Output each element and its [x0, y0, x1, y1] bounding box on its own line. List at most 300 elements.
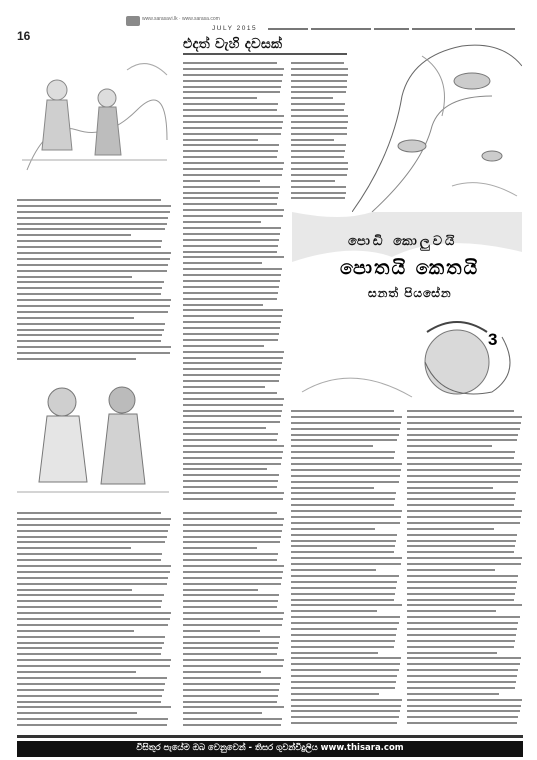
- text-line: [17, 287, 162, 289]
- text-line: [183, 62, 277, 64]
- text-line: [407, 610, 496, 612]
- text-line: [291, 522, 400, 524]
- text-line: [183, 571, 283, 573]
- text-line: [291, 428, 400, 430]
- text-line: [291, 652, 378, 654]
- text-line: [17, 665, 170, 667]
- text-line: [291, 469, 401, 471]
- text-line: [183, 541, 280, 543]
- text-line: [291, 681, 396, 683]
- text-line: [17, 701, 161, 703]
- header-rule: [268, 24, 521, 33]
- text-line: [183, 392, 277, 394]
- text-line: [291, 646, 394, 648]
- text-line: [183, 677, 281, 679]
- text-line: [183, 480, 278, 482]
- text-line: [17, 583, 167, 585]
- text-line: [183, 612, 284, 614]
- text-line: [291, 622, 399, 624]
- text-line: [17, 559, 161, 561]
- text-line: [407, 587, 516, 589]
- text-line: [291, 551, 394, 553]
- text-line: [407, 428, 520, 430]
- text-line: [183, 327, 280, 329]
- text-line: [291, 616, 400, 618]
- text-line: [17, 642, 164, 644]
- text-line: [17, 677, 167, 679]
- text-line: [407, 492, 516, 494]
- text-line: [17, 571, 170, 573]
- text-line: [17, 594, 164, 596]
- text-line: [291, 716, 399, 718]
- text-line: [183, 127, 282, 129]
- text-line: [183, 689, 279, 691]
- text-line: [17, 653, 161, 655]
- text-line: [407, 716, 518, 718]
- chapter-number: 3: [488, 330, 498, 349]
- text-line: [183, 492, 284, 494]
- text-line: [407, 445, 492, 447]
- text-line: [183, 109, 277, 111]
- text-line: [407, 434, 518, 436]
- text-line: [183, 624, 282, 626]
- text-line: [183, 683, 280, 685]
- text-line: [17, 524, 170, 526]
- text-line: [183, 304, 263, 306]
- text-line: [183, 286, 279, 288]
- text-line: [183, 486, 277, 488]
- text-line: [17, 659, 171, 661]
- text-line: [291, 675, 397, 677]
- text-line: [291, 634, 396, 636]
- text-line: [183, 547, 257, 549]
- text-line: [291, 451, 395, 453]
- text-line: [17, 340, 161, 342]
- text-line: [291, 504, 394, 506]
- text-line: [407, 557, 522, 559]
- text-line: [17, 346, 171, 348]
- text-line: [291, 74, 348, 76]
- text-line: [407, 599, 514, 601]
- footer-banner: [17, 741, 523, 757]
- text-line: [291, 457, 394, 459]
- text-line: [183, 606, 277, 608]
- text-line: [407, 522, 520, 524]
- text-line: [407, 581, 517, 583]
- text-line: [183, 724, 281, 726]
- text-line: [183, 594, 279, 596]
- text-line: [291, 705, 401, 707]
- text-line: [291, 121, 348, 123]
- text-line: [407, 563, 521, 565]
- text-column-2-top: [183, 62, 285, 507]
- text-line: [407, 481, 518, 483]
- text-line: [17, 317, 134, 319]
- text-line: [183, 174, 282, 176]
- illustration-two-boys: [17, 372, 169, 504]
- text-line: [183, 221, 261, 223]
- footer-rule: [17, 735, 523, 738]
- text-line: [291, 80, 347, 82]
- text-line: [183, 357, 283, 359]
- text-line: [291, 416, 402, 418]
- text-line: [17, 228, 165, 230]
- text-line: [183, 512, 277, 514]
- text-line: [183, 404, 283, 406]
- text-line: [407, 534, 517, 536]
- text-line: [183, 144, 279, 146]
- text-line: [291, 410, 394, 412]
- text-line: [407, 616, 520, 618]
- text-line: [17, 252, 171, 254]
- text-line: [291, 156, 344, 158]
- text-line: [17, 270, 167, 272]
- text-line: [183, 589, 258, 591]
- text-line: [291, 174, 347, 176]
- text-line: [183, 203, 277, 205]
- text-line: [407, 540, 516, 542]
- text-line: [17, 565, 171, 567]
- text-line: [183, 706, 284, 708]
- text-line: [183, 386, 265, 388]
- text-line: [183, 559, 277, 561]
- text-line: [183, 695, 278, 697]
- text-line: [17, 647, 162, 649]
- text-line: [407, 681, 516, 683]
- text-line: [183, 524, 283, 526]
- text-line: [183, 636, 280, 638]
- text-line: [183, 600, 278, 602]
- book-author: සනත් පියසේන: [368, 286, 452, 300]
- text-line: [183, 133, 281, 135]
- text-line: [17, 358, 136, 360]
- text-line: [183, 274, 281, 276]
- text-line: [183, 474, 279, 476]
- text-line: [407, 675, 517, 677]
- text-line: [291, 540, 396, 542]
- text-line: [183, 445, 284, 447]
- title-underline: [183, 53, 347, 55]
- text-line: [17, 281, 164, 283]
- text-line: [17, 199, 161, 201]
- text-line: [183, 245, 278, 247]
- text-line: [183, 665, 283, 667]
- text-column-4: [407, 410, 523, 732]
- text-line: [291, 545, 395, 547]
- text-line: [183, 86, 281, 88]
- text-line: [291, 445, 373, 447]
- text-column-2-bottom: [183, 512, 285, 732]
- text-line: [291, 510, 402, 512]
- text-line: [407, 516, 521, 518]
- text-line: [17, 264, 168, 266]
- text-line: [17, 530, 168, 532]
- issue-date: JULY 2015: [212, 25, 258, 32]
- text-line: [183, 156, 277, 158]
- text-line: [291, 197, 345, 199]
- text-line: [17, 724, 167, 726]
- text-line: [291, 144, 346, 146]
- text-line: [291, 475, 400, 477]
- text-line: [407, 463, 522, 465]
- text-line: [407, 640, 515, 642]
- text-line: [17, 612, 171, 614]
- text-line: [183, 292, 278, 294]
- text-line: [183, 280, 280, 282]
- text-line: [17, 329, 164, 331]
- text-line: [17, 518, 171, 520]
- text-line: [183, 380, 279, 382]
- text-line: [17, 258, 170, 260]
- text-line: [183, 362, 282, 364]
- text-line: [407, 451, 515, 453]
- text-line: [407, 569, 495, 571]
- text-line: [291, 687, 395, 689]
- text-line: [407, 646, 514, 648]
- text-line: [17, 695, 162, 697]
- book-series-title: පොඩි කොලුවයි: [348, 234, 458, 249]
- text-line: [291, 557, 402, 559]
- text-line: [183, 415, 281, 417]
- text-line: [407, 439, 517, 441]
- text-line: [17, 311, 168, 313]
- text-line: [291, 581, 397, 583]
- text-line: [183, 80, 282, 82]
- illustration-children-reading: [17, 50, 172, 195]
- text-line: [407, 699, 522, 701]
- text-line: [17, 671, 136, 673]
- text-line: [183, 647, 278, 649]
- text-line: [291, 593, 395, 595]
- text-line: [291, 434, 399, 436]
- text-line: [291, 422, 401, 424]
- text-line: [183, 439, 277, 441]
- text-line: [291, 97, 333, 99]
- text-line: [291, 86, 347, 88]
- text-line: [291, 180, 335, 182]
- text-line: [407, 416, 522, 418]
- text-line: [183, 565, 284, 567]
- text-line: [17, 299, 171, 301]
- text-line: [183, 339, 278, 341]
- text-line: [407, 545, 515, 547]
- text-line: [291, 628, 397, 630]
- text-line: [183, 518, 284, 520]
- text-line: [407, 705, 521, 707]
- text-line: [291, 481, 399, 483]
- text-line: [17, 536, 167, 538]
- text-column-3-top: [291, 62, 349, 207]
- text-line: [291, 162, 348, 164]
- text-line: [407, 628, 517, 630]
- text-line: [183, 498, 283, 500]
- text-line: [183, 410, 282, 412]
- text-line: [183, 718, 282, 720]
- text-line: [183, 351, 284, 353]
- text-line: [407, 498, 515, 500]
- text-line: [291, 68, 348, 70]
- text-line: [183, 168, 283, 170]
- text-line: [183, 642, 279, 644]
- text-line: [183, 671, 261, 673]
- text-line: [183, 251, 277, 253]
- text-line: [407, 634, 516, 636]
- text-line: [183, 421, 280, 423]
- illustration-tree-birds: [352, 36, 522, 212]
- text-column-3: [291, 410, 403, 732]
- text-line: [17, 630, 134, 632]
- text-line: [291, 587, 396, 589]
- text-line: [407, 457, 514, 459]
- text-line: [183, 468, 267, 470]
- text-line: [291, 569, 376, 571]
- text-line: [291, 168, 348, 170]
- text-line: [407, 693, 499, 695]
- text-line: [183, 256, 284, 258]
- text-line: [291, 150, 345, 152]
- text-line: [183, 333, 279, 335]
- text-line: [291, 109, 344, 111]
- text-line: [17, 577, 168, 579]
- text-line: [291, 127, 347, 129]
- text-line: [183, 309, 283, 311]
- text-line: [291, 534, 397, 536]
- text-line: [17, 323, 165, 325]
- text-line: [183, 74, 283, 76]
- text-line: [407, 652, 497, 654]
- text-line: [291, 103, 345, 105]
- text-line: [183, 150, 278, 152]
- text-line: [183, 209, 284, 211]
- text-line: [183, 577, 282, 579]
- text-line: [17, 600, 162, 602]
- text-line: [183, 374, 280, 376]
- text-line: [183, 659, 284, 661]
- text-line: [407, 663, 520, 665]
- text-line: [183, 398, 284, 400]
- text-line: [291, 722, 397, 724]
- text-line: [183, 233, 280, 235]
- text-line: [17, 712, 137, 714]
- text-line: [291, 498, 395, 500]
- text-line: [183, 121, 283, 123]
- text-line: [183, 103, 278, 105]
- text-line: [407, 575, 518, 577]
- text-line: [291, 528, 375, 530]
- text-line: [291, 663, 400, 665]
- text-line: [183, 139, 258, 141]
- text-line: [183, 553, 278, 555]
- text-line: [291, 492, 396, 494]
- text-line: [183, 345, 264, 347]
- text-line: [183, 197, 278, 199]
- text-line: [17, 246, 161, 248]
- text-line: [17, 547, 131, 549]
- magazine-logo: [126, 16, 140, 26]
- text-line: [407, 687, 515, 689]
- book-title: පොතයි කෙතයි: [340, 257, 480, 279]
- text-line: [291, 62, 344, 64]
- text-line: [17, 718, 168, 720]
- text-line: [17, 276, 132, 278]
- text-line: [17, 223, 167, 225]
- text-line: [183, 180, 260, 182]
- footer-text: විසිතුර පැයේම ඔබ වෙනුවෙන් - තිසර ගුවන්විදුලිය www.thisara.com: [136, 743, 404, 753]
- text-line: [291, 604, 402, 606]
- text-line: [407, 487, 493, 489]
- text-line: [183, 463, 281, 465]
- text-line: [407, 593, 515, 595]
- text-line: [17, 541, 165, 543]
- text-line: [291, 563, 401, 565]
- article-title: එදත් වැහි දවසක්: [183, 36, 283, 52]
- text-line: [183, 433, 278, 435]
- text-line: [407, 422, 521, 424]
- text-line: [183, 427, 266, 429]
- text-line: [291, 710, 400, 712]
- text-line: [183, 530, 282, 532]
- text-line: [17, 512, 161, 514]
- text-line: [291, 599, 394, 601]
- text-line: [17, 217, 168, 219]
- text-line: [407, 657, 521, 659]
- text-line: [17, 606, 161, 608]
- page-number: 16: [17, 29, 31, 43]
- text-line: [17, 334, 162, 336]
- text-line: [291, 640, 395, 642]
- text-line: [17, 683, 165, 685]
- text-line: [407, 604, 522, 606]
- text-line: [17, 689, 164, 691]
- text-line: [183, 630, 260, 632]
- text-line: [291, 575, 399, 577]
- text-line: [407, 469, 521, 471]
- text-line: [17, 553, 162, 555]
- text-line: [183, 239, 279, 241]
- text-line: [183, 192, 279, 194]
- text-line: [183, 186, 280, 188]
- text-line: [183, 97, 257, 99]
- text-line: [291, 439, 397, 441]
- text-line: [291, 610, 377, 612]
- text-line: [291, 91, 346, 93]
- text-line: [17, 618, 170, 620]
- text-line: [17, 352, 170, 354]
- text-line: [183, 536, 281, 538]
- text-line: [183, 227, 281, 229]
- text-line: [17, 589, 132, 591]
- text-line: [291, 133, 347, 135]
- text-line: [291, 139, 334, 141]
- text-line: [183, 315, 282, 317]
- text-line: [291, 657, 401, 659]
- text-line: [291, 669, 399, 671]
- text-line: [407, 710, 520, 712]
- text-line: [291, 693, 379, 695]
- text-line: [291, 516, 401, 518]
- text-line: [291, 115, 348, 117]
- text-line: [17, 624, 168, 626]
- text-line: [407, 622, 518, 624]
- text-column-1-bottom: [17, 512, 173, 732]
- text-line: [17, 305, 170, 307]
- text-line: [183, 653, 277, 655]
- text-line: [17, 211, 170, 213]
- text-line: [183, 321, 281, 323]
- text-line: [183, 268, 282, 270]
- text-line: [17, 636, 165, 638]
- text-column-1-top: [17, 199, 173, 367]
